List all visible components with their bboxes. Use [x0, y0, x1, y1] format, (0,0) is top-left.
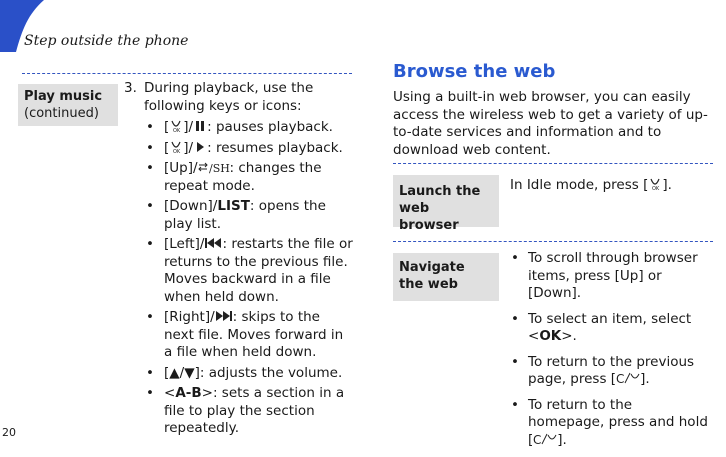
- list-item: • [Down]/LIST: opens the play list.: [144, 198, 354, 233]
- clear-back-key-icon: [533, 432, 557, 446]
- divider-left: [22, 73, 352, 74]
- list-item: • <A-B>: sets a section in a file to play the section repeatedly.: [144, 385, 354, 438]
- list-item: • To scroll through browser items, press [Up] or [Down].: [510, 250, 710, 303]
- launch-browser-label: Launch the web browser: [393, 175, 499, 227]
- key-list: [144, 119, 354, 438]
- section-intro: Using a built-in web browser, you can easily access the wireless web to get a variety of up-to-date services and information and to download web content.: [393, 89, 708, 158]
- svg-text:OK: OK: [173, 128, 181, 133]
- previous-icon: [204, 236, 222, 250]
- ok-key-icon: [648, 177, 662, 191]
- step-intro: During playback, use the following keys or icons:: [144, 80, 314, 114]
- svg-text:OK: OK: [652, 186, 660, 191]
- svg-text:C: C: [533, 432, 542, 446]
- ok-key-icon: [169, 119, 183, 133]
- list-item: • [ OK ]/ : resumes playback.: [144, 140, 354, 158]
- svg-text:OK: OK: [173, 148, 181, 154]
- repeat-icon: [198, 160, 230, 174]
- divider-right-2: [393, 241, 713, 242]
- navigate-web-label: Navigate the web: [393, 253, 499, 301]
- list-item: • To return to the homepage, press and hold [ C ].: [510, 397, 710, 450]
- play-icon: [193, 140, 207, 154]
- svg-text:C: C: [616, 372, 625, 385]
- list-item: • [ OK ]/ : pauses playback.: [144, 119, 354, 137]
- launch-instruction: In Idle mode, press [ OK ].: [510, 177, 672, 193]
- divider-right-1: [393, 163, 713, 164]
- svg-text:/SH: /SH: [208, 162, 230, 174]
- section-heading: Browse the web: [393, 61, 556, 82]
- list-item: • [▲/▼]: adjusts the volume.: [144, 365, 354, 383]
- ok-key-icon: [169, 140, 183, 154]
- list-item: • To return to the previous page, press [ C ].: [510, 354, 710, 389]
- page-number: 20: [2, 426, 16, 439]
- nav-list: [510, 250, 710, 449]
- header-accent-bar: [0, 0, 14, 52]
- navigate-instructions: [510, 250, 710, 457]
- pause-icon: [193, 119, 207, 133]
- label-sub: (continued): [24, 106, 99, 121]
- next-icon: [215, 309, 233, 323]
- label-title: Play music: [24, 89, 103, 104]
- step-number: 3.: [124, 80, 137, 96]
- list-item: • [Up]/ /SH : changes the repeat mode.: [144, 160, 354, 195]
- list-item: • [Right]/ : skips to the next file. Moves forward in a file when held down.: [144, 309, 354, 362]
- play-music-label: [18, 84, 118, 126]
- clear-back-key-icon: [616, 371, 640, 385]
- list-item: • To select an item, select <OK>.: [510, 311, 710, 346]
- header-title: Step outside the phone: [24, 33, 189, 49]
- step-3: [124, 80, 354, 441]
- list-item: • [Left]/ : restarts the file or returns to the previous file. Moves backward in a file when held down.: [144, 236, 354, 306]
